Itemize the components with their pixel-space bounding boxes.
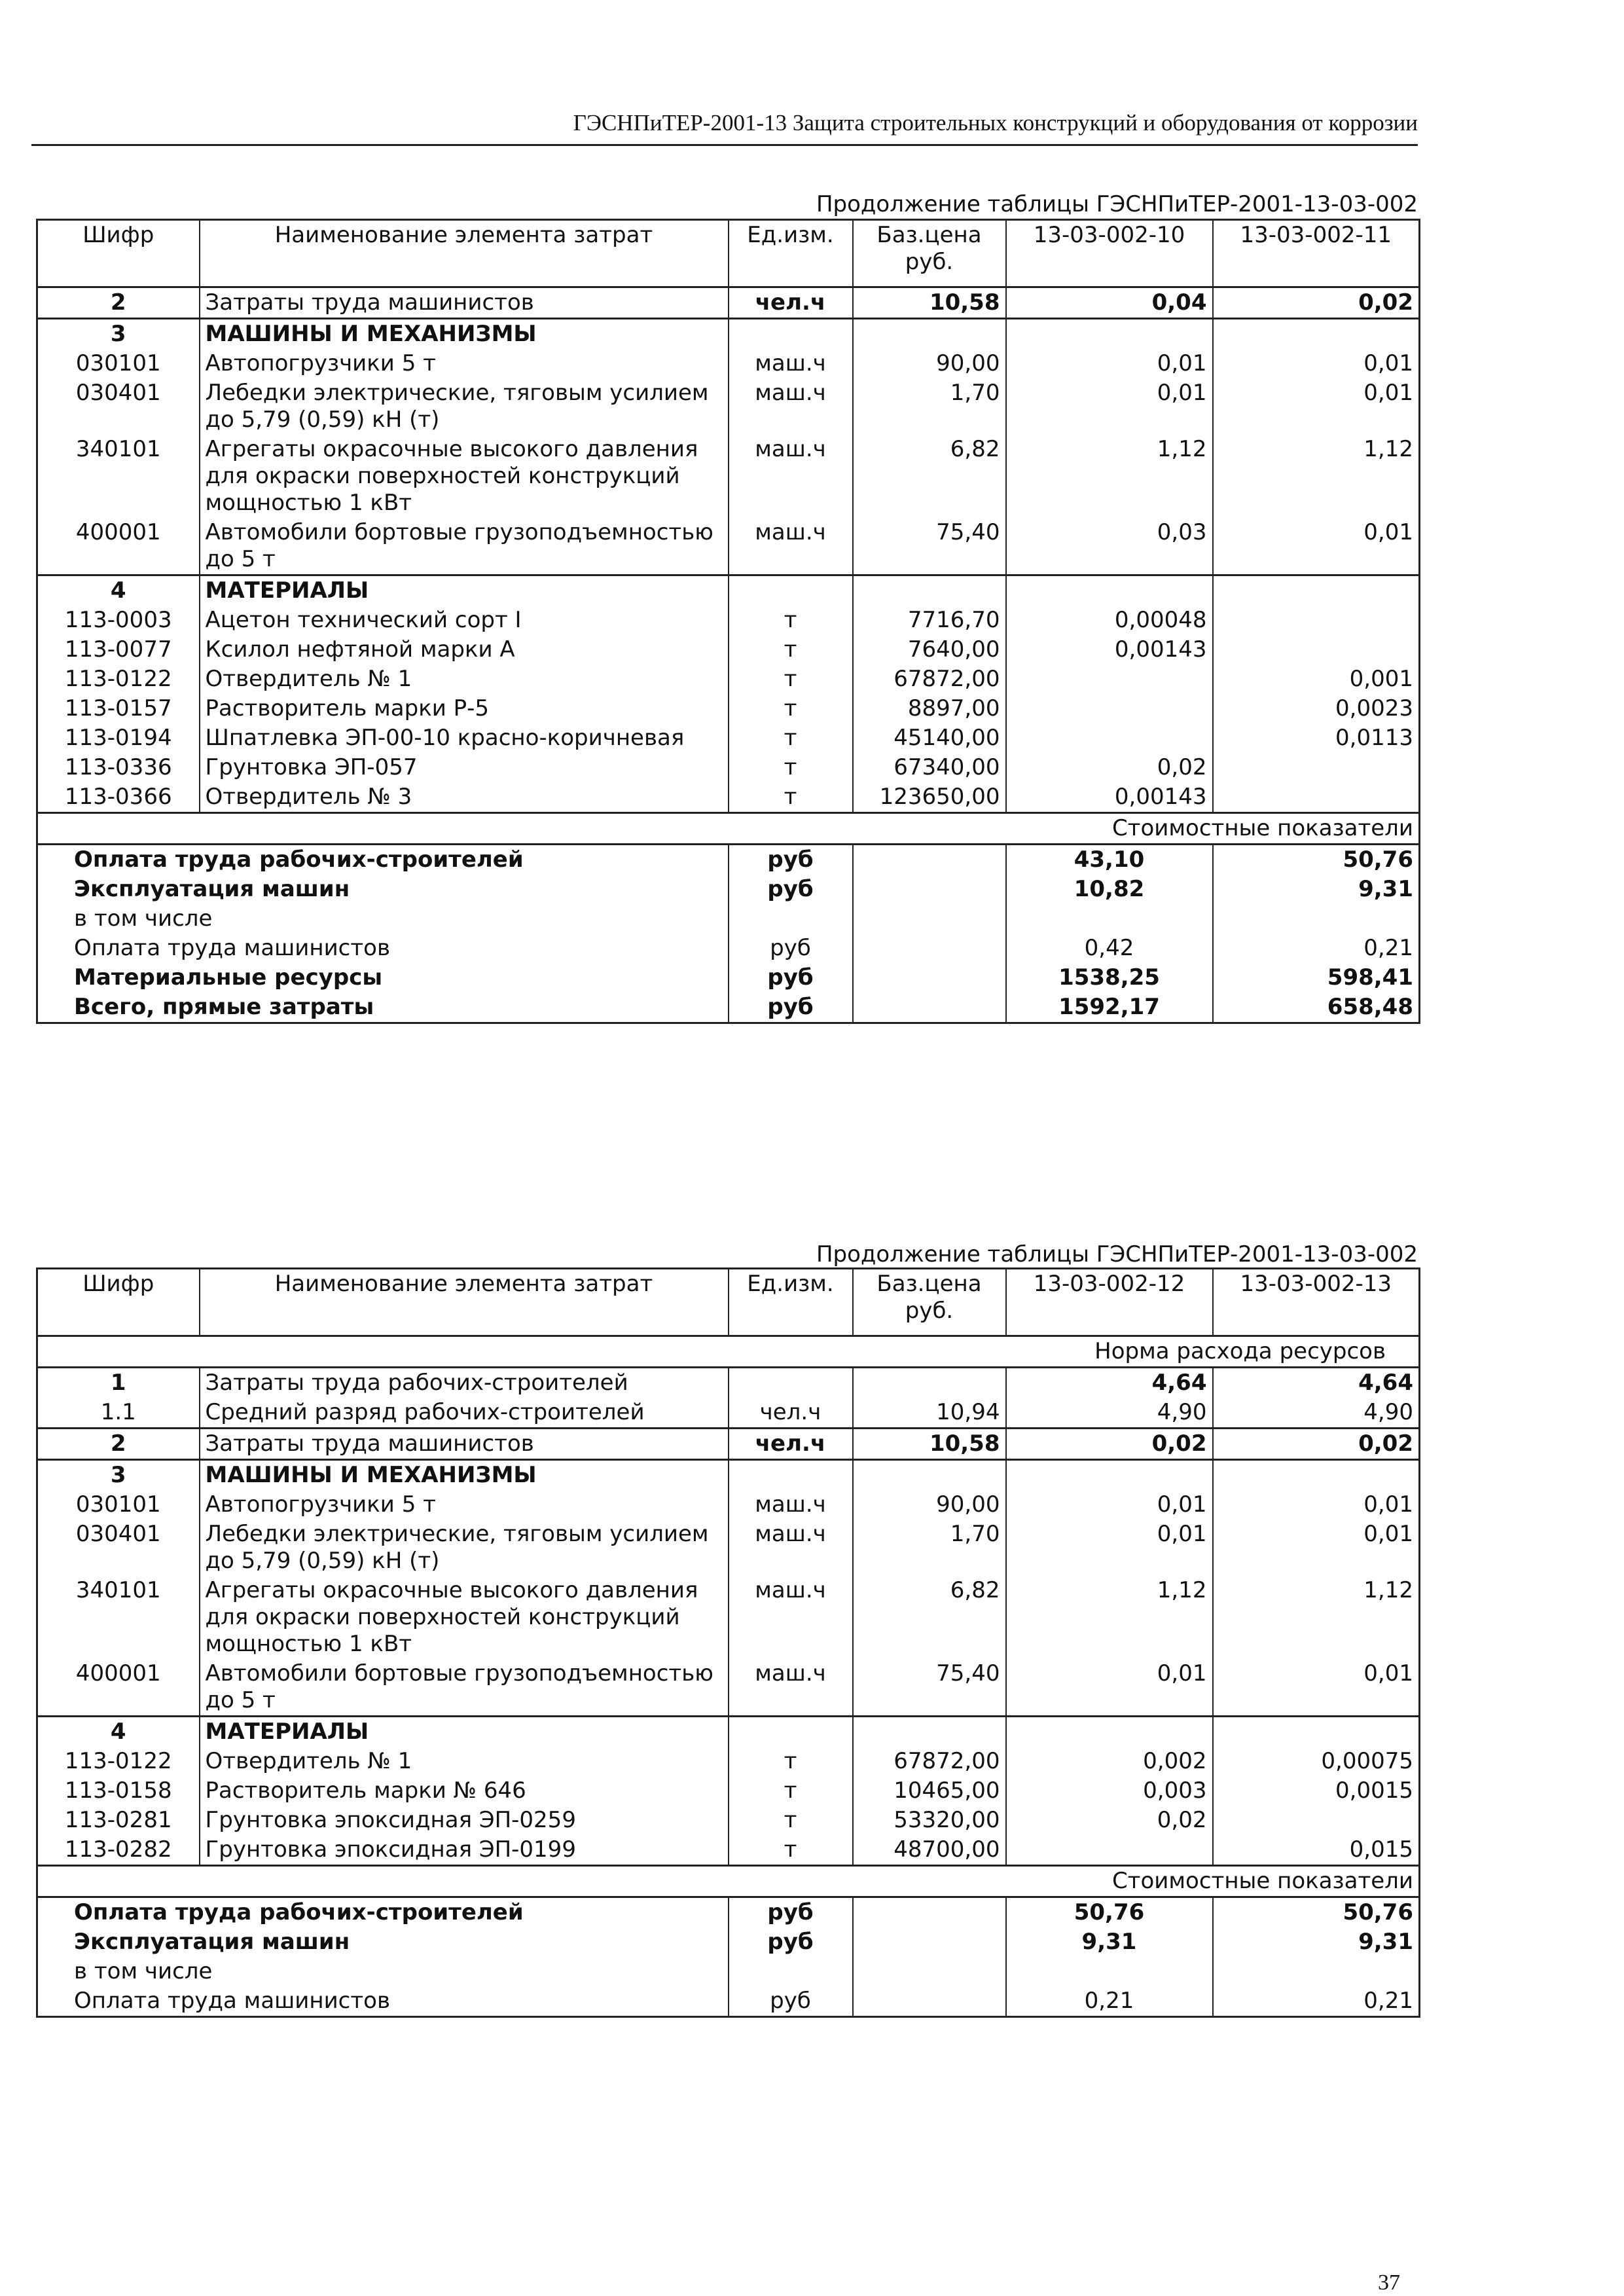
- cost-row: [37, 934, 1420, 963]
- row-price: 75,40: [853, 518, 1006, 575]
- row-rate-b: [1213, 606, 1420, 635]
- cost-value-a: 0,21: [1006, 1986, 1213, 2017]
- row-rate-a: 0,02: [1006, 1429, 1213, 1460]
- row-rate-a: 1,12: [1006, 435, 1213, 518]
- cost-price-empty: [853, 1986, 1006, 2017]
- cost-row: [37, 875, 1420, 904]
- row-price: 7640,00: [853, 635, 1006, 665]
- cost-value-a: 1538,25: [1006, 963, 1213, 993]
- row-price: 1,70: [853, 378, 1006, 435]
- row-rate-b: 0,01: [1213, 518, 1420, 575]
- row-rate-a: 0,02: [1006, 1806, 1213, 1835]
- row-unit: чел.ч: [729, 287, 853, 319]
- row-unit: чел.ч: [729, 1429, 853, 1460]
- col-header-rate-b: 13-03-002-11: [1213, 220, 1420, 287]
- row-price: 8897,00: [853, 694, 1006, 723]
- row-rate-b: 0,01: [1213, 1520, 1420, 1576]
- cost-row: [37, 993, 1420, 1023]
- row-rate-a: 0,01: [1006, 1490, 1213, 1520]
- cost-row: [37, 1957, 1420, 1986]
- cost-value-a: 10,82: [1006, 875, 1213, 904]
- row-rate-a: [1006, 575, 1213, 606]
- row-name: Агрегаты окрасочные высокого давления для окраски поверхностей конструкций мощностью 1 кВт: [200, 435, 729, 518]
- cost-unit: [729, 1957, 853, 1986]
- row-price: 67340,00: [853, 753, 1006, 782]
- row-code: 4: [37, 1717, 200, 1747]
- row-price: 48700,00: [853, 1835, 1006, 1866]
- cost-value-a: 50,76: [1006, 1897, 1213, 1928]
- row-unit: т: [729, 606, 853, 635]
- row-price: 10,58: [853, 1429, 1006, 1460]
- cost-value-b: [1213, 1957, 1420, 1986]
- row-unit: т: [729, 723, 853, 753]
- row-code: 113-0282: [64, 1836, 172, 1863]
- cost-price-empty: [853, 875, 1006, 904]
- row-rate-a: [1006, 694, 1213, 723]
- row-unit: т: [729, 635, 853, 665]
- row-price: 6,82: [853, 435, 1006, 518]
- row-code: 113-0281: [64, 1807, 172, 1833]
- row-price: [853, 575, 1006, 606]
- row-rate-a: [1006, 665, 1213, 694]
- cost-label: в том числе: [74, 1958, 213, 1984]
- table-row: [37, 606, 1420, 635]
- cost-value-a: [1006, 1957, 1213, 1986]
- cost-unit: руб: [729, 875, 853, 904]
- row-unit: маш.ч: [729, 518, 853, 575]
- col-header-code: Шифр: [37, 1269, 200, 1336]
- table-row: [37, 694, 1420, 723]
- table-row: [37, 1747, 1420, 1776]
- row-unit: маш.ч: [729, 1659, 853, 1717]
- section-row: [37, 1460, 1420, 1491]
- row-rate-b: [1213, 753, 1420, 782]
- cost-label: Всего, прямые затраты: [74, 994, 374, 1020]
- row-rate-a: 1,12: [1006, 1576, 1213, 1659]
- cost-price-empty: [853, 845, 1006, 875]
- row-rate-a: 4,90: [1006, 1398, 1213, 1429]
- table-row: [37, 753, 1420, 782]
- row-name: МАШИНЫ И МЕХАНИЗМЫ: [200, 1460, 729, 1491]
- row-price: [853, 1368, 1006, 1398]
- row-rate-b: [1213, 575, 1420, 606]
- row-name: Отвердитель № 3: [200, 782, 729, 813]
- row-code: 1: [37, 1368, 200, 1398]
- row-price: 10,58: [853, 287, 1006, 319]
- row-rate-a: 0,02: [1006, 753, 1213, 782]
- cost-band-row: [37, 813, 1420, 845]
- row-rate-b: 0,01: [1213, 378, 1420, 435]
- col-header-unit: Ед.изм.: [729, 1269, 853, 1336]
- section-row: [37, 1717, 1420, 1747]
- row-rate-b: [1213, 1806, 1420, 1835]
- row-rate-a: 0,003: [1006, 1776, 1213, 1806]
- row-name: Шпатлевка ЭП-00-10 красно-коричневая: [200, 723, 729, 753]
- cost-label: Оплата труда машинистов: [74, 935, 391, 961]
- row-rate-a: 0,002: [1006, 1747, 1213, 1776]
- col-header-price: Баз.цена руб.: [853, 1269, 1006, 1336]
- row-rate-a: [1006, 1835, 1213, 1866]
- row-rate-a: 0,03: [1006, 518, 1213, 575]
- row-name: Ацетон технический сорт I: [200, 606, 729, 635]
- table-row: [37, 1490, 1420, 1520]
- row-name: Автопогрузчики 5 т: [200, 349, 729, 378]
- cost-unit: руб: [729, 1986, 853, 2017]
- cost-value-b: 598,41: [1213, 963, 1420, 993]
- header-row: [37, 220, 1420, 287]
- cost-value-b: 9,31: [1213, 875, 1420, 904]
- table-row: [37, 1835, 1420, 1866]
- resource-table-2: [36, 1267, 1420, 2018]
- row-name: Отвердитель № 1: [200, 1747, 729, 1776]
- row-rate-b: 1,12: [1213, 435, 1420, 518]
- row-unit: т: [729, 1747, 853, 1776]
- row-code: 113-0122: [64, 1748, 172, 1774]
- row-rate-b: 0,0113: [1213, 723, 1420, 753]
- cost-value-b: 50,76: [1213, 1897, 1420, 1928]
- row-price: 53320,00: [853, 1806, 1006, 1835]
- cost-value-b: 0,21: [1213, 1986, 1420, 2017]
- cost-unit: [729, 904, 853, 934]
- row-unit: чел.ч: [729, 1398, 853, 1429]
- cost-label: Материальные ресурсы: [74, 964, 383, 991]
- row-price: 123650,00: [853, 782, 1006, 813]
- section-row: [37, 319, 1420, 350]
- row-code: 113-0003: [64, 607, 172, 633]
- row-code: 400001: [75, 519, 161, 545]
- cost-unit: руб: [729, 1897, 853, 1928]
- col-header-name: Наименование элемента затрат: [200, 1269, 729, 1336]
- col-header-name: Наименование элемента затрат: [200, 220, 729, 287]
- row-rate-b: [1213, 1460, 1420, 1491]
- row-rate-b: 0,0023: [1213, 694, 1420, 723]
- page-number: 37: [1378, 2270, 1400, 2295]
- row-name: Отвердитель № 1: [200, 665, 729, 694]
- col-header-rate-b: 13-03-002-13: [1213, 1269, 1420, 1336]
- cost-label: Эксплуатация машин: [74, 1929, 350, 1955]
- cost-row: [37, 845, 1420, 875]
- row-unit: маш.ч: [729, 435, 853, 518]
- row-code: 030401: [75, 1521, 161, 1547]
- row-rate-b: [1213, 782, 1420, 813]
- row-unit: маш.ч: [729, 349, 853, 378]
- row-rate-a: 0,04: [1006, 287, 1213, 319]
- section-row: [37, 287, 1420, 319]
- table-row: [37, 349, 1420, 378]
- cost-value-b: 9,31: [1213, 1927, 1420, 1957]
- row-rate-b: 0,00075: [1213, 1747, 1420, 1776]
- row-unit: т: [729, 1835, 853, 1866]
- row-unit: маш.ч: [729, 378, 853, 435]
- row-unit: [729, 575, 853, 606]
- cost-unit: руб: [729, 934, 853, 963]
- row-unit: маш.ч: [729, 1490, 853, 1520]
- cost-label: Оплата труда машинистов: [74, 1988, 391, 2014]
- row-name: Затраты труда машинистов: [200, 1429, 729, 1460]
- row-unit: т: [729, 782, 853, 813]
- cost-value-a: 0,42: [1006, 934, 1213, 963]
- cost-price-empty: [853, 993, 1006, 1023]
- document-title: ГЭСНПиТЕР-2001-13 Защита строительных конструкций и оборудования от коррозии: [573, 110, 1418, 136]
- table-row: [37, 1520, 1420, 1576]
- row-unit: [729, 1368, 853, 1398]
- row-rate-a: [1006, 1460, 1213, 1491]
- cost-row: [37, 1897, 1420, 1928]
- row-name: Грунтовка эпоксидная ЭП-0259: [200, 1806, 729, 1835]
- row-rate-b: 0,01: [1213, 1659, 1420, 1717]
- row-unit: т: [729, 694, 853, 723]
- row-rate-a: [1006, 723, 1213, 753]
- cost-price-empty: [853, 934, 1006, 963]
- row-code: 113-0366: [64, 784, 172, 810]
- row-unit: [729, 319, 853, 350]
- table1-caption: Продолжение таблицы ГЭСНПиТЕР-2001-13-03-002: [816, 191, 1418, 217]
- section-row: [37, 1429, 1420, 1460]
- row-rate-a: 0,00143: [1006, 635, 1213, 665]
- row-rate-b: 4,64: [1213, 1368, 1420, 1398]
- row-unit: [729, 1717, 853, 1747]
- row-name: Лебедки электрические, тяговым усилием до 5,79 (0,59) кН (т): [200, 1520, 729, 1576]
- row-price: 67872,00: [853, 1747, 1006, 1776]
- cost-unit: руб: [729, 845, 853, 875]
- row-name: Растворитель марки № 646: [200, 1776, 729, 1806]
- cost-value-b: 0,21: [1213, 934, 1420, 963]
- cost-price-empty: [853, 963, 1006, 993]
- row-code: 113-0194: [64, 725, 172, 751]
- row-rate-b: 0,015: [1213, 1835, 1420, 1866]
- row-price: 1,70: [853, 1520, 1006, 1576]
- cost-label: Эксплуатация машин: [74, 876, 350, 902]
- table2-caption: Продолжение таблицы ГЭСНПиТЕР-2001-13-03-002: [816, 1241, 1418, 1267]
- row-rate-a: 0,00143: [1006, 782, 1213, 813]
- row-price: 6,82: [853, 1576, 1006, 1659]
- row-name: Затраты труда машинистов: [200, 287, 729, 319]
- table-row: [37, 1576, 1420, 1659]
- cost-unit: руб: [729, 963, 853, 993]
- row-name: Автопогрузчики 5 т: [200, 1490, 729, 1520]
- row-code: 030101: [75, 1491, 161, 1518]
- row-name: Средний разряд рабочих-строителей: [200, 1398, 729, 1429]
- cost-row: [37, 1986, 1420, 2017]
- cost-band-label: Стоимостные показатели: [37, 813, 1420, 845]
- cost-price-empty: [853, 1897, 1006, 1928]
- row-price: 45140,00: [853, 723, 1006, 753]
- table-row: [37, 635, 1420, 665]
- row-rate-b: 0,0015: [1213, 1776, 1420, 1806]
- cost-price-empty: [853, 1927, 1006, 1957]
- row-price: 75,40: [853, 1659, 1006, 1717]
- col-header-rate-a: 13-03-002-10: [1006, 220, 1213, 287]
- row-price: 90,00: [853, 1490, 1006, 1520]
- page-header: [31, 110, 1418, 146]
- row-code: 113-0336: [64, 754, 172, 780]
- col-header-price: Баз.цена руб.: [853, 220, 1006, 287]
- row-name: Грунтовка эпоксидная ЭП-0199: [200, 1835, 729, 1866]
- row-code: 2: [110, 289, 126, 316]
- row-price: [853, 1717, 1006, 1747]
- cost-value-a: 1592,17: [1006, 993, 1213, 1023]
- table-row: [37, 723, 1420, 753]
- row-price: 67872,00: [853, 665, 1006, 694]
- row-code: 113-0122: [64, 666, 172, 692]
- col-header-rate-a: 13-03-002-12: [1006, 1269, 1213, 1336]
- cost-value-a: 9,31: [1006, 1927, 1213, 1957]
- row-code: 2: [37, 1429, 200, 1460]
- row-rate-b: 0,02: [1213, 1429, 1420, 1460]
- row-code: 030101: [75, 350, 161, 376]
- row-unit: маш.ч: [729, 1520, 853, 1576]
- row-rate-b: 4,90: [1213, 1398, 1420, 1429]
- row-rate-b: [1213, 319, 1420, 350]
- row-code: 400001: [75, 1660, 161, 1686]
- row-unit: т: [729, 665, 853, 694]
- table-row: [37, 378, 1420, 435]
- cost-value-b: 50,76: [1213, 845, 1420, 875]
- row-price: 7716,70: [853, 606, 1006, 635]
- row-price: [853, 1460, 1006, 1491]
- row-unit: т: [729, 1776, 853, 1806]
- row-unit: т: [729, 1806, 853, 1835]
- table-row: [37, 1806, 1420, 1835]
- row-unit: т: [729, 753, 853, 782]
- cost-price-empty: [853, 904, 1006, 934]
- row-code: 030401: [75, 380, 161, 406]
- row-code: 113-0157: [64, 695, 172, 721]
- row-rate-a: 0,01: [1006, 349, 1213, 378]
- row-rate-b: 0,02: [1213, 287, 1420, 319]
- cost-row: [37, 904, 1420, 934]
- row-name: МАШИНЫ И МЕХАНИЗМЫ: [200, 319, 729, 350]
- cost-band-row: [37, 1866, 1420, 1897]
- row-code: 1.1: [100, 1399, 136, 1425]
- row-rate-a: 0,00048: [1006, 606, 1213, 635]
- cost-unit: руб: [729, 1927, 853, 1957]
- row-code: 3: [37, 319, 200, 350]
- table-row: [37, 782, 1420, 813]
- col-header-unit: Ед.изм.: [729, 220, 853, 287]
- row-code: 4: [37, 575, 200, 606]
- norm-band-label: Норма расхода ресурсов: [1094, 1338, 1386, 1364]
- cost-value-b: [1213, 904, 1420, 934]
- row-rate-b: 0,01: [1213, 349, 1420, 378]
- row-name: Грунтовка ЭП-057: [200, 753, 729, 782]
- table1-body: [37, 220, 1420, 1023]
- row-rate-b: 1,12: [1213, 1576, 1420, 1659]
- row-code: 113-0077: [64, 636, 172, 663]
- cost-band-label: Стоимостные показатели: [37, 1866, 1420, 1897]
- resource-table-1: [36, 219, 1420, 1024]
- cost-label: Оплата труда рабочих-строителей: [37, 1897, 729, 1928]
- row-rate-a: [1006, 1717, 1213, 1747]
- row-rate-a: 4,64: [1006, 1368, 1213, 1398]
- table-row: [37, 1398, 1420, 1429]
- row-rate-a: 0,01: [1006, 378, 1213, 435]
- row-name: МАТЕРИАЛЫ: [200, 575, 729, 606]
- row-name: Ксилол нефтяной марки А: [200, 635, 729, 665]
- row-code: 340101: [75, 436, 161, 462]
- cost-row: [37, 1927, 1420, 1957]
- row-rate-b: 0,01: [1213, 1490, 1420, 1520]
- table-row: [37, 665, 1420, 694]
- table-row: [37, 435, 1420, 518]
- row-price: 90,00: [853, 349, 1006, 378]
- table2-body: [37, 1269, 1420, 2017]
- row-name: МАТЕРИАЛЫ: [200, 1717, 729, 1747]
- row-rate-a: 0,01: [1006, 1659, 1213, 1717]
- cost-price-empty: [853, 1957, 1006, 1986]
- row-code: 340101: [75, 1577, 161, 1603]
- row-price: 10465,00: [853, 1776, 1006, 1806]
- cost-label: в том числе: [74, 905, 213, 932]
- section-row: [37, 575, 1420, 606]
- header-row: [37, 1269, 1420, 1336]
- row-code: 113-0158: [64, 1777, 172, 1804]
- cost-value-a: 43,10: [1006, 845, 1213, 875]
- row-rate-b: [1213, 1717, 1420, 1747]
- row-name: Затраты труда рабочих-строителей: [200, 1368, 729, 1398]
- section-row: [37, 1368, 1420, 1398]
- cost-value-a: [1006, 904, 1213, 934]
- row-name: Автомобили бортовые грузоподъемностью до 5 т: [200, 1659, 729, 1717]
- row-price: 10,94: [853, 1398, 1006, 1429]
- row-rate-a: 0,01: [1006, 1520, 1213, 1576]
- row-rate-b: 0,001: [1213, 665, 1420, 694]
- row-name: Растворитель марки Р-5: [200, 694, 729, 723]
- row-name: Лебедки электрические, тяговым усилием до 5,79 (0,59) кН (т): [200, 378, 729, 435]
- cost-row: [37, 963, 1420, 993]
- col-header-code: Шифр: [37, 220, 200, 287]
- row-name: Автомобили бортовые грузоподъемностью до 5 т: [200, 518, 729, 575]
- row-unit: маш.ч: [729, 1576, 853, 1659]
- row-name: Агрегаты окрасочные высокого давления для окраски поверхностей конструкций мощностью 1 кВт: [200, 1576, 729, 1659]
- table-row: [37, 1776, 1420, 1806]
- table-row: [37, 1659, 1420, 1717]
- row-price: [853, 319, 1006, 350]
- row-rate-a: [1006, 319, 1213, 350]
- norm-band-row: [37, 1336, 1420, 1368]
- cost-unit: руб: [729, 993, 853, 1023]
- row-unit: [729, 1460, 853, 1491]
- row-code: 3: [37, 1460, 200, 1491]
- cost-value-b: 658,48: [1213, 993, 1420, 1023]
- cost-label: Оплата труда рабочих-строителей: [37, 845, 729, 875]
- table-row: [37, 518, 1420, 575]
- row-rate-b: [1213, 635, 1420, 665]
